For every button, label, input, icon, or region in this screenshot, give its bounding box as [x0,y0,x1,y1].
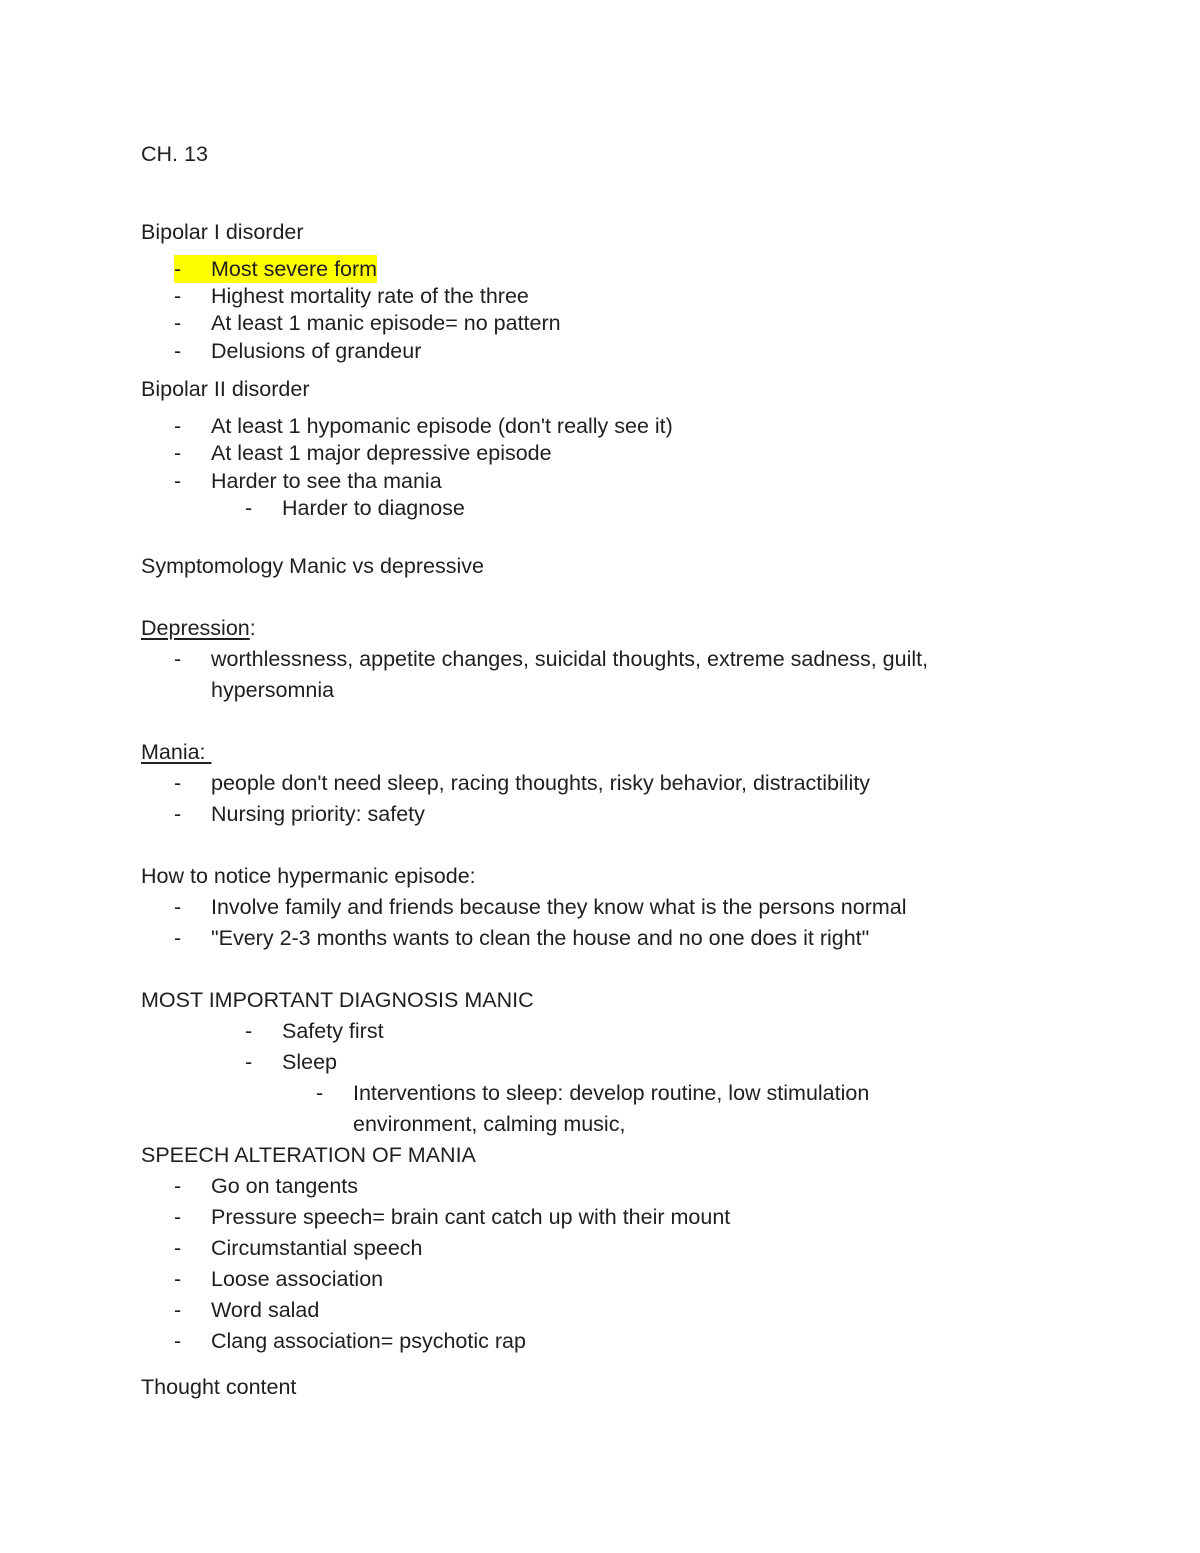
bullet-dash: - [245,1019,253,1043]
notice-item: Involve family and friends because they know what is the persons normal [211,895,907,919]
bipolar-1-item: Delusions of grandeur [211,339,422,363]
bullet-dash: - [174,414,182,438]
mania-item: Nursing priority: safety [211,802,425,826]
thought-content-heading: Thought content [141,1375,297,1399]
speech-heading: SPEECH ALTERATION OF MANIA [141,1143,476,1167]
notice-item: "Every 2-3 months wants to clean the house and no one does it right" [211,926,870,950]
bullet-dash: - [174,284,182,308]
bullet-dash: - [174,1298,182,1322]
depression-item-line-1: worthlessness, appetite changes, suicidal thoughts, extreme sadness, guilt, [211,647,929,671]
bullet-dash: - [174,771,182,795]
bipolar-1-item: Highest mortality rate of the three [211,284,529,308]
speech-item: Go on tangents [211,1174,359,1198]
speech-item: Circumstantial speech [211,1236,423,1260]
bullet-dash: - [174,339,182,363]
speech-item: Word salad [211,1298,320,1322]
chapter-title: CH. 13 [141,142,208,166]
depression-item-line-2: hypersomnia [211,678,335,702]
bullet-dash: - [174,926,182,950]
bullet-dash: - [174,802,182,826]
bipolar-1-item: At least 1 manic episode= no pattern [211,311,561,335]
bullet-dash: - [174,255,211,283]
speech-item: Pressure speech= brain cant catch up with their mount [211,1205,731,1229]
depression-heading-text: Depression [141,616,250,640]
important-heading: MOST IMPORTANT DIAGNOSIS MANIC [141,988,534,1012]
depression-heading-colon: : [249,616,256,640]
bipolar-2-subitem: Harder to diagnose [282,496,465,520]
bullet-dash: - [174,1174,182,1198]
bullet-dash: - [245,1050,253,1074]
symptomology-heading: Symptomology Manic vs depressive [141,554,484,578]
bullet-dash: - [174,469,182,493]
notice-heading: How to notice hypermanic episode: [141,864,476,888]
bullet-dash: - [174,311,182,335]
important-subitem-line-2: environment, calming music, [353,1112,626,1136]
bipolar-1-item: Most severe form [211,257,378,281]
bullet-dash: - [245,496,253,520]
bullet-dash: - [174,1329,182,1353]
bullet-dash: - [316,1081,324,1105]
depression-heading [141,614,256,642]
important-subitem-line-1: Interventions to sleep: develop routine, low stimulation [353,1081,870,1105]
bipolar-2-item: At least 1 hypomanic episode (don't really see it) [211,414,673,438]
bipolar-2-heading: Bipolar II disorder [141,377,310,401]
bipolar-1-heading: Bipolar I disorder [141,220,304,244]
speech-item: Loose association [211,1267,384,1291]
bullet-dash: - [174,1205,182,1229]
bullet-dash: - [174,1267,182,1291]
important-item: Sleep [282,1050,337,1074]
bullet-dash: - [174,441,182,465]
bipolar-2-item: Harder to see tha mania [211,469,442,493]
speech-item: Clang association= psychotic rap [211,1329,526,1353]
important-item: Safety first [282,1019,384,1043]
bipolar-2-item: At least 1 major depressive episode [211,441,552,465]
bullet-dash: - [174,895,182,919]
bullet-dash: - [174,647,182,671]
bullet-dash: - [174,1236,182,1260]
mania-heading: Mania: [141,740,212,764]
mania-item: people don't need sleep, racing thoughts, risky behavior, distractibility [211,771,871,795]
